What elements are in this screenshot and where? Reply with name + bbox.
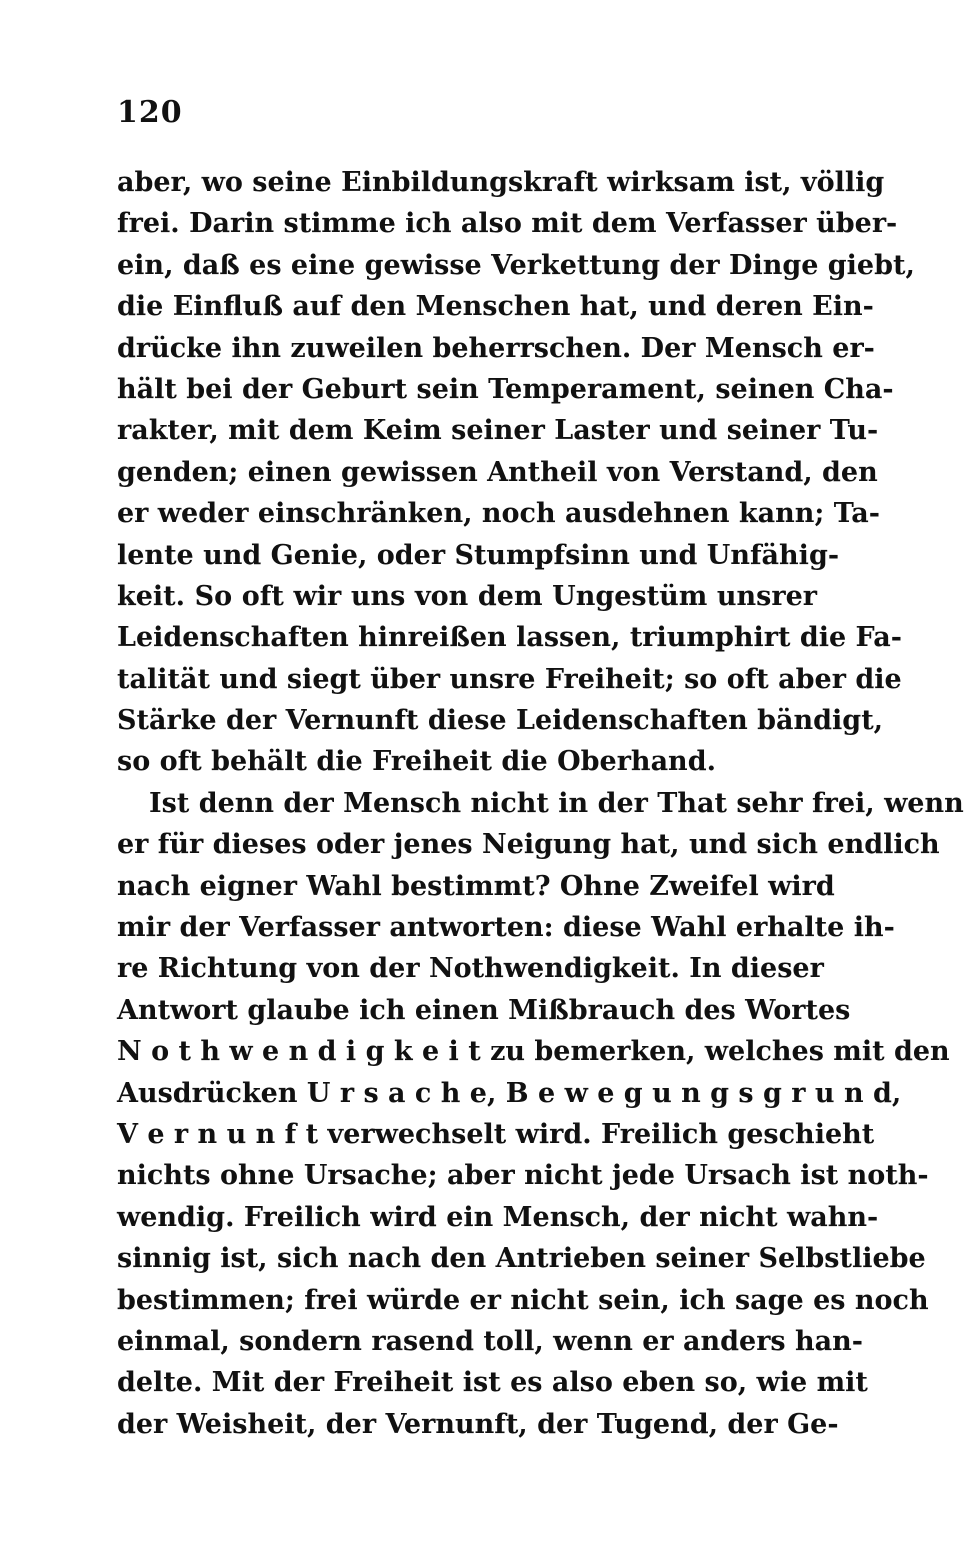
text-line: er weder einschränken, noch ausdehnen kann; Ta- (117, 498, 880, 530)
text-line: N o t h w e n d i g k e i t zu bemerken, welches mit den (117, 1036, 950, 1068)
text-line: Leidenschaften hinreißen lassen, triumphirt die Fa- (117, 622, 902, 654)
page-number: 120 (117, 95, 183, 130)
text-line: Stärke der Vernunft diese Leidenschaften bändigt, (117, 705, 884, 737)
text-line: die Einfluß auf den Menschen hat, und deren Ein- (117, 291, 874, 323)
text-line: er für dieses oder jenes Neigung hat, und sich endlich (117, 829, 940, 861)
text-line: sinnig ist, sich nach den Antrieben seiner Selbstliebe (117, 1243, 926, 1275)
text-line: delte. Mit der Freiheit ist es also eben so, wie mit (117, 1367, 868, 1399)
text-line: rakter, mit dem Keim seiner Laster und seiner Tu- (117, 415, 879, 447)
text-line: frei. Darin stimme ich also mit dem Verfasser über- (117, 208, 898, 240)
text-line: mir der Verfasser antworten: diese Wahl erhalte ih- (117, 912, 895, 944)
text-line: nichts ohne Ursache; aber nicht jede Ursach ist noth- (117, 1160, 929, 1192)
body-text (117, 162, 964, 1445)
text-line: lente und Genie, oder Stumpfsinn und Unfähig- (117, 539, 840, 571)
text-line: nach eigner Wahl bestimmt? Ohne Zweifel wird (117, 870, 835, 902)
text-line: der Weisheit, der Vernunft, der Tugend, der Ge- (117, 1408, 839, 1440)
text-line: einmal, sondern rasend toll, wenn er anders han- (117, 1325, 863, 1357)
text-line: wendig. Freilich wird ein Mensch, der nicht wahn- (117, 1201, 879, 1233)
text-line: aber, wo seine Einbildungskraft wirksam ist, völlig (117, 167, 885, 198)
text-line: Antwort glaube ich einen Mißbrauch des Wortes (117, 994, 851, 1026)
text-line: ein, daß es eine gewisse Verkettung der Dinge giebt, (117, 249, 915, 281)
text-line: talität und siegt über unsre Freiheit; so oft aber die (117, 663, 902, 695)
text-line: Ist denn der Mensch nicht in der That sehr frei, wenn (149, 787, 964, 819)
text-line: so oft behält die Freiheit die Oberhand. (117, 746, 716, 778)
text-line: re Richtung von der Nothwendigkeit. In dieser (117, 953, 824, 985)
text-line: keit. So oft wir uns von dem Ungestüm unsrer (117, 580, 817, 612)
paragraph (117, 162, 915, 783)
text-line: Ausdrücken U r s a c h e, B e w e g u n g s g r u n d, (117, 1077, 902, 1109)
paragraph (117, 783, 964, 1445)
text-line: drücke ihn zuweilen beherrschen. Der Mensch er- (117, 332, 875, 364)
text-line: V e r n u n f t verwechselt wird. Freilich geschieht (117, 1118, 875, 1150)
text-line: genden; einen gewissen Antheil von Verstand, den (117, 456, 878, 488)
text-line: hält bei der Geburt sein Temperament, seinen Cha- (117, 373, 894, 405)
text-line: bestimmen; frei würde er nicht sein, ich sage es noch (117, 1284, 929, 1316)
